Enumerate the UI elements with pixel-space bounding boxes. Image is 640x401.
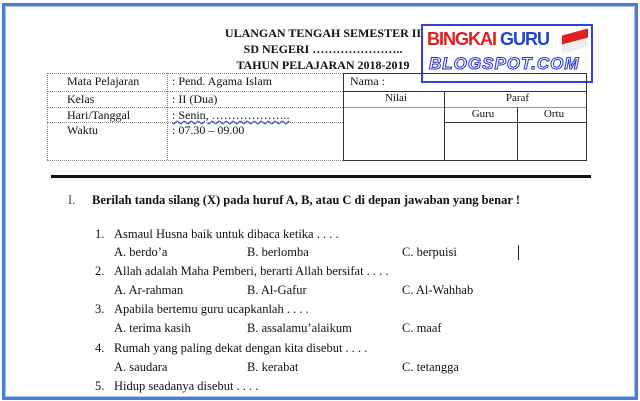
question-text: Hidup seadanya disebut . . . . (114, 379, 259, 393)
option-b: B. kerabat (247, 360, 299, 374)
option-b: B. assalamu’alaikum (247, 321, 352, 335)
question-text: Rumah yang paling dekat dengan kita disebut . . . . (114, 341, 368, 355)
info-value: : II (Dua) (172, 92, 218, 106)
guru-header: Guru (471, 108, 495, 120)
option-c: C. maaf (402, 321, 442, 335)
bingkai-guru-logo (421, 24, 593, 83)
question-number: 2. (95, 264, 105, 278)
question-text: Allah adalah Maha Pemberi, berarti Allah bersifat . . . . (114, 264, 389, 278)
question-number: 1. (95, 227, 105, 241)
question-number: 3. (95, 302, 105, 316)
text-cursor (518, 245, 519, 260)
info-label: Hari/Tanggal (67, 108, 131, 122)
question-number: 5. (95, 379, 105, 393)
option-b: B. berlomba (247, 245, 309, 259)
info-label: Mata Pelajaran (67, 74, 140, 88)
logo-subtext: BLOGSPOT.COM (429, 54, 580, 73)
option-a: A. berdo’a (114, 245, 168, 259)
section-instruction: Berilah tanda silang (X) pada huruf A, B, atau C di depan jawaban yang benar ! (92, 193, 520, 207)
info-label: Waktu (67, 123, 99, 137)
exam-title: ULANGAN TENGAH SEMESTER II (224, 26, 422, 40)
option-a: A. terima kasih (114, 321, 191, 335)
option-c: C. Al-Wahhab (402, 283, 474, 297)
option-a: A. saudara (114, 360, 168, 374)
info-value: : 07.30 – 09.00 (172, 123, 245, 137)
ortu-header: Ortu (543, 108, 565, 120)
question-text: Apabila bertemu guru ucapkanlah . . . . (114, 302, 309, 316)
info-label: Kelas (67, 92, 95, 106)
flag-icon (562, 29, 588, 54)
school-year: TAHUN PELAJARAN 2018-2019 (236, 58, 410, 72)
divider (51, 175, 591, 178)
logo-text-blue: GURU (500, 29, 550, 49)
question-number: 4. (95, 341, 105, 355)
option-c: C. berpuisi (402, 245, 457, 259)
paraf-header: Paraf (505, 92, 530, 104)
info-value: : Pend. Agama Islam (172, 74, 272, 88)
option-c: C. tetangga (402, 360, 459, 374)
nilai-header: Nilai (385, 92, 407, 104)
logo-text-red: BINGKAI (427, 29, 496, 49)
section-number: I. (68, 193, 76, 207)
option-b: B. Al-Gafur (247, 283, 307, 297)
info-value: : Senin, ……………….. (172, 108, 290, 122)
school-name: SD NEGERI ………………….. (243, 42, 403, 56)
question-text: Asmaul Husna baik untuk dibaca ketika . . . . (114, 227, 339, 241)
name-field: Nama : (350, 74, 385, 88)
option-a: A. Ar-rahman (114, 283, 184, 297)
